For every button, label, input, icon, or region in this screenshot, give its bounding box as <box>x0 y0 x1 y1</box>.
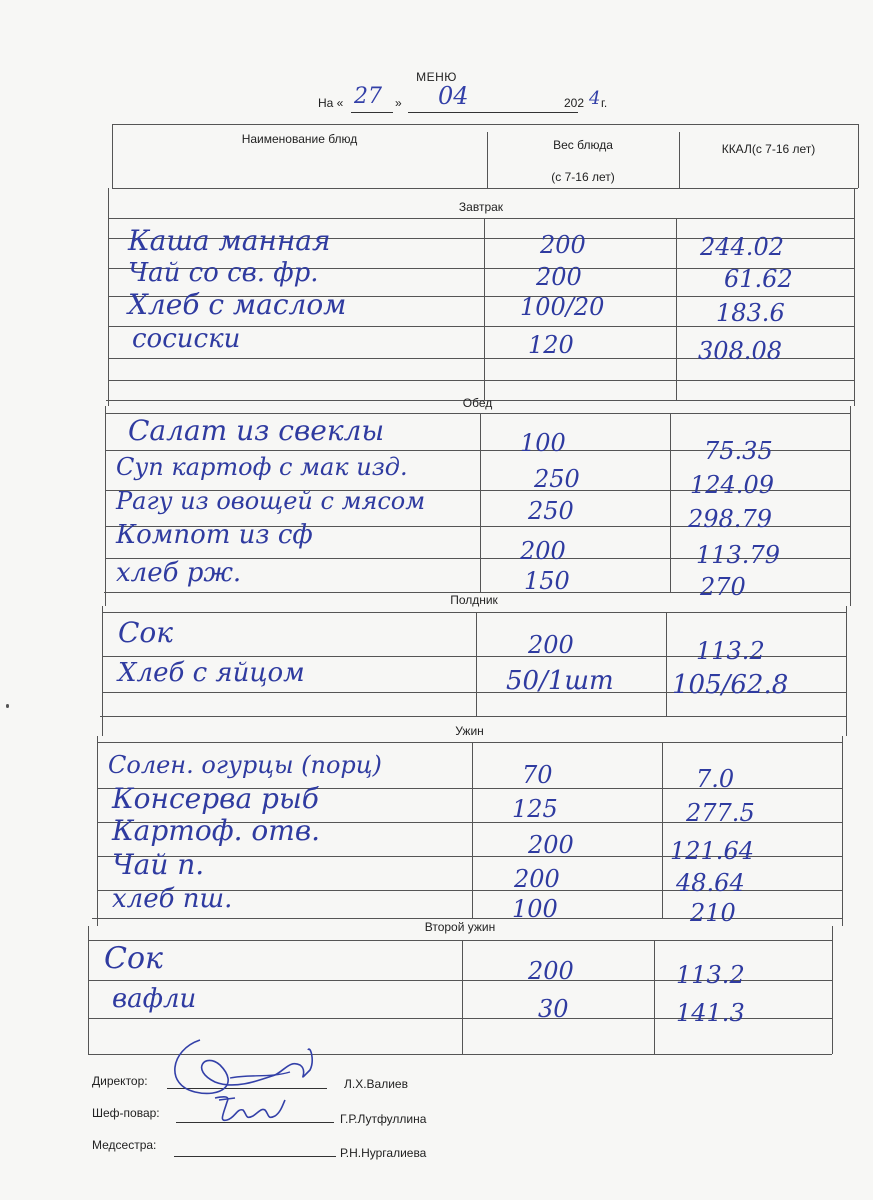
row-dish: Сок <box>118 616 174 649</box>
row-kcal: 113.2 <box>676 961 745 989</box>
row-dish: вафли <box>112 984 197 1014</box>
row-dish: Каша манная <box>128 224 331 257</box>
section-title-second-dinner: Второй ужин <box>424 920 496 934</box>
row-weight: 200 <box>528 831 574 859</box>
row-kcal: 183.6 <box>716 299 785 327</box>
row-dish: Компот из сф <box>116 520 313 550</box>
row-weight: 200 <box>520 537 566 565</box>
row-weight: 30 <box>538 995 569 1023</box>
row-dish: Чай п. <box>112 848 205 881</box>
chef-signature-scribble <box>205 1090 295 1130</box>
row-weight: 150 <box>524 567 570 595</box>
row-weight: 120 <box>528 331 574 359</box>
date-day: 27 <box>354 84 382 109</box>
row-weight: 50/1шт <box>506 666 614 696</box>
row-dish: Суп картоф с мак изд. <box>116 453 408 481</box>
row-kcal: 124.09 <box>690 471 774 499</box>
date-month: 04 <box>438 82 469 110</box>
row-dish: Рагу из овощей с мясом <box>116 487 426 515</box>
section-title-snack: Полдник <box>450 593 498 607</box>
signature-chef <box>92 1106 512 1126</box>
row-dish: хлеб пш. <box>112 884 233 914</box>
signature-role: Шеф-повар: <box>92 1106 160 1120</box>
date-day-underline <box>351 112 393 113</box>
header-kcal: ККАЛ(с 7-16 лет) <box>721 142 816 156</box>
row-kcal: 308.08 <box>698 337 782 365</box>
header-dish-name: Наименование блюд <box>241 132 358 146</box>
date-mid: » <box>395 96 402 110</box>
header-weight-line1: Вес блюда <box>553 138 613 152</box>
date-month-underline <box>408 112 578 113</box>
header-weight-line2: (с 7-16 лет) <box>551 170 615 184</box>
row-kcal: 48.64 <box>676 869 745 897</box>
row-kcal: 298.79 <box>688 505 772 533</box>
row-weight: 125 <box>512 795 558 823</box>
row-kcal: 210 <box>690 899 736 927</box>
row-dish: Хлеб с яйцом <box>118 658 305 688</box>
date-year-digit: 4 <box>589 88 601 109</box>
row-kcal: 113.79 <box>696 541 780 569</box>
row-dish: сосиски <box>132 324 241 354</box>
section-title-breakfast: Завтрак <box>458 200 504 214</box>
row-dish: Картоф. отв. <box>112 814 321 847</box>
row-kcal: 113.2 <box>696 637 765 665</box>
row-weight: 250 <box>528 497 574 525</box>
row-kcal: 61.62 <box>724 265 793 293</box>
signature-nurse <box>92 1138 512 1158</box>
date-suffix: г. <box>601 96 608 110</box>
row-weight: 100 <box>512 895 558 923</box>
date-prefix: На « <box>318 96 344 110</box>
row-weight: 70 <box>522 761 553 789</box>
row-weight: 200 <box>540 231 586 259</box>
row-dish: Консерва рыб <box>112 782 319 815</box>
signature-name: Р.Н.Нургалиева <box>340 1146 427 1160</box>
scan-speck <box>6 704 9 708</box>
row-dish: хлеб рж. <box>116 558 242 588</box>
section-title-dinner: Ужин <box>455 724 484 738</box>
section-title-lunch: Обед <box>462 396 493 410</box>
row-weight: 200 <box>528 631 574 659</box>
document-title: МЕНЮ <box>416 70 457 84</box>
signature-role: Директор: <box>92 1074 148 1088</box>
row-weight: 250 <box>534 465 580 493</box>
row-dish: Хлеб с маслом <box>128 288 347 321</box>
row-kcal: 7.0 <box>696 765 735 793</box>
row-kcal: 277.5 <box>686 799 755 827</box>
row-weight: 100/20 <box>520 293 605 321</box>
row-kcal: 105/62.8 <box>672 670 789 700</box>
row-kcal: 141.3 <box>676 999 745 1027</box>
row-kcal: 75.35 <box>704 437 773 465</box>
row-weight: 200 <box>514 865 560 893</box>
row-kcal: 270 <box>700 573 746 601</box>
row-dish: Солен. огурцы (порц) <box>108 751 382 779</box>
date-year-prefix: 202 <box>564 96 585 110</box>
row-weight: 100 <box>520 429 566 457</box>
signature-name: Л.Х.Валиев <box>344 1077 408 1091</box>
row-dish: Сок <box>104 941 163 976</box>
row-kcal: 244.02 <box>700 233 784 261</box>
row-weight: 200 <box>528 957 574 985</box>
signature-name: Г.Р.Лутфуллина <box>340 1112 427 1126</box>
signature-role: Медсестра: <box>92 1138 157 1152</box>
row-kcal: 121.64 <box>670 837 754 865</box>
row-dish: Салат из свеклы <box>128 414 385 447</box>
row-weight: 200 <box>536 263 582 291</box>
row-dish: Чай со св. фр. <box>128 258 319 288</box>
